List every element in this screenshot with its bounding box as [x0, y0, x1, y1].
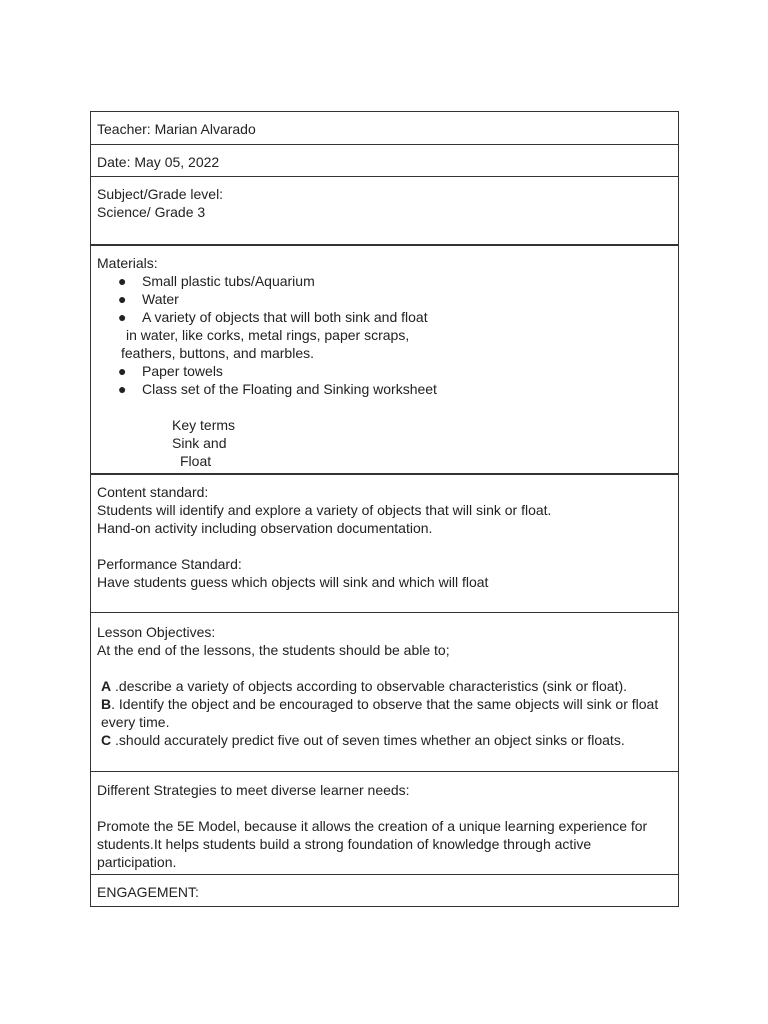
date-row	[91, 145, 678, 177]
objective-letter: A	[101, 678, 112, 694]
teacher-row	[91, 112, 678, 145]
bullet-icon: ●	[118, 309, 127, 325]
engagement-heading: ENGAGEMENT:	[97, 884, 199, 900]
subject-value: Science/ Grade 3	[97, 204, 206, 220]
performance-standard-label: Performance Standard:	[97, 556, 242, 572]
list-item: ● A variety of objects that will both sink and float	[118, 309, 428, 325]
list-item: ● Water	[118, 291, 179, 307]
list-item: ● Paper towels	[118, 363, 223, 379]
objectives-intro: At the end of the lessons, the students should be able to;	[97, 642, 450, 658]
objective-item: A .describe a variety of objects according to observable characteristics (sink or float).	[101, 678, 628, 694]
list-item: ● Class set of the Floating and Sinking worksheet	[118, 381, 437, 397]
materials-continuation: in water, like corks, metal rings, paper scraps,	[126, 327, 410, 343]
content-standard-text: Hand-on activity including observation documentation.	[97, 520, 433, 536]
teacher-name: Teacher: Marian Alvarado	[97, 121, 256, 137]
materials-continuation: feathers, buttons, and marbles.	[121, 345, 314, 361]
engagement-row	[91, 875, 678, 907]
bullet-icon: ●	[118, 381, 127, 397]
key-term: Sink and	[172, 435, 227, 451]
objective-letter: B	[101, 696, 112, 712]
list-item: ● Small plastic tubs/Aquarium	[118, 273, 315, 289]
lesson-date: Date: May 05, 2022	[97, 154, 220, 170]
strategies-text: Promote the 5E Model, because it allows the creation of a unique learning experience for students.It helps students build a strong foundation of knowledge through active participation.	[97, 818, 648, 870]
subject-label: Subject/Grade level:	[97, 186, 224, 202]
objective-letter: C	[101, 732, 112, 748]
strategies-row	[91, 772, 678, 875]
bullet-icon: ●	[118, 363, 127, 379]
key-term: Float	[180, 453, 212, 469]
content-standard-text: Students will identify and explore a variety of objects that will sink or float.	[97, 502, 552, 518]
content-standard-row	[91, 475, 678, 613]
materials-row	[91, 246, 678, 475]
content-standard-label: Content standard:	[97, 484, 209, 500]
objectives-row	[91, 613, 678, 772]
bullet-icon: ●	[118, 273, 127, 289]
objectives-label: Lesson Objectives:	[97, 624, 216, 640]
key-terms-heading: Key terms	[172, 417, 236, 433]
strategies-label: Different Strategies to meet diverse learner needs:	[97, 782, 410, 798]
materials-list	[97, 272, 672, 326]
bullet-icon: ●	[118, 291, 127, 307]
subject-row	[91, 177, 678, 246]
objective-item: B. Identify the object and be encouraged to observe that the same objects will sink or float every time.	[101, 696, 659, 730]
performance-standard-text: Have students guess which objects will sink and which will float	[97, 574, 489, 590]
materials-list-continued	[97, 362, 672, 398]
materials-label: Materials:	[97, 255, 158, 271]
lesson-plan-table	[90, 111, 679, 907]
objective-item: C .should accurately predict five out of seven times whether an object sinks or floats.	[101, 732, 625, 748]
